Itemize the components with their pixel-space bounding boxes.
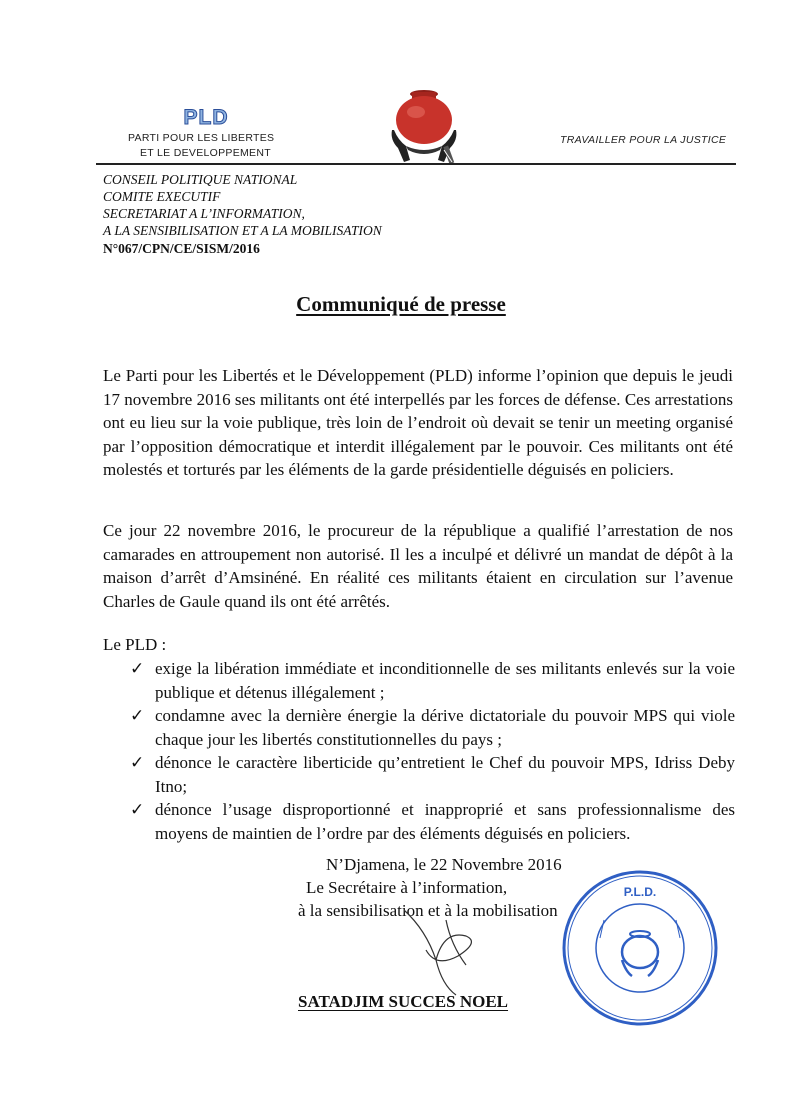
list-item-text: dénonce le caractère liberticide qu’entretient le Chef du pouvoir MPS, Idriss Deby Itno; xyxy=(155,753,735,796)
list-item xyxy=(130,751,735,798)
org-line4: A LA SENSIBILISATION ET A LA MOBILISATION xyxy=(103,223,382,238)
party-name-line1: PARTI POUR LES LIBERTES xyxy=(128,132,275,144)
party-stamp xyxy=(560,868,720,1028)
signatory-role-line2: à la sensibilisation et à la mobilisation xyxy=(298,901,558,920)
org-line2: COMITE EXECUTIF xyxy=(103,189,221,204)
party-name-line2: ET LE DEVELOPPEMENT xyxy=(140,147,271,159)
svg-text:P.L.D.: P.L.D. xyxy=(623,885,657,899)
reference-number: N°067/CPN/CE/SISM/2016 xyxy=(103,241,260,256)
list-item xyxy=(130,657,735,704)
pld-logo: PLD xyxy=(183,106,229,129)
bullet-list xyxy=(130,657,735,845)
org-line3: SECRETARIAT A L’INFORMATION, xyxy=(103,206,305,221)
header-rule xyxy=(96,163,736,165)
handwritten-signature xyxy=(396,890,486,1000)
org-line1: CONSEIL POLITIQUE NATIONAL xyxy=(103,172,298,187)
signer-name: SATADJIM SUCCES NOEL xyxy=(298,992,509,1011)
place-date: N’Djamena, le 22 Novembre 2016 xyxy=(326,855,562,874)
check-icon: ✓ xyxy=(130,753,145,772)
paragraph-1: Le Parti pour les Libertés et le Développement (PLD) informe l’opinion que depuis le jeudi 17 novembre 2016 ses militants ont été interpellés par les forces de défense. Ces arrestations ont eu lieu sur la voie publique, très loin de l’endroit où devait se tenir un meeting organisé par l’opposition démocratique et interdit illégalement par le pouvoir. Ces militants ont été molestés et torturés par les éléments de la garde présidentielle déguisés en policiers. xyxy=(103,366,733,479)
check-icon: ✓ xyxy=(130,659,145,678)
check-icon: ✓ xyxy=(130,800,145,819)
paragraph-2: Ce jour 22 novembre 2016, le procureur de la république a qualifié l’arrestation de nos camarades en attroupement non autorisé. Il les a inculpé et délivré un mandat de dépôt à la maison d’arrêt d’Amsinéné. En réalité ces militants étaient en circulation sur l’avenue Charles de Gaule quand ils ont été arrêtés. xyxy=(103,521,733,611)
list-item-text: condamne avec la dernière énergie la dérive dictatoriale du pouvoir MPS qui viole chaque jour les libertés constitutionnelles du pays ; xyxy=(155,706,735,749)
list-item-text: exige la libération immédiate et inconditionnelle de ses militants enlevés sur la voie publique et détenus illégalement ; xyxy=(155,659,735,702)
signatory-role-line1: Le Secrétaire à l’information, xyxy=(306,878,508,897)
clay-pot-held-by-hands-icon xyxy=(384,84,464,166)
motto: TRAVAILLER POUR LA JUSTICE xyxy=(560,134,727,146)
list-item xyxy=(130,704,735,751)
list-lead: Le PLD : xyxy=(103,635,167,654)
page-title: Communiqué de presse xyxy=(296,292,506,316)
list-item-text: dénonce l’usage disproportionné et inapproprié et sans professionnalisme des moyens de maintien de l’ordre par des éléments déguisés en policiers. xyxy=(155,800,735,843)
list-item xyxy=(130,798,735,845)
check-icon: ✓ xyxy=(130,706,145,725)
